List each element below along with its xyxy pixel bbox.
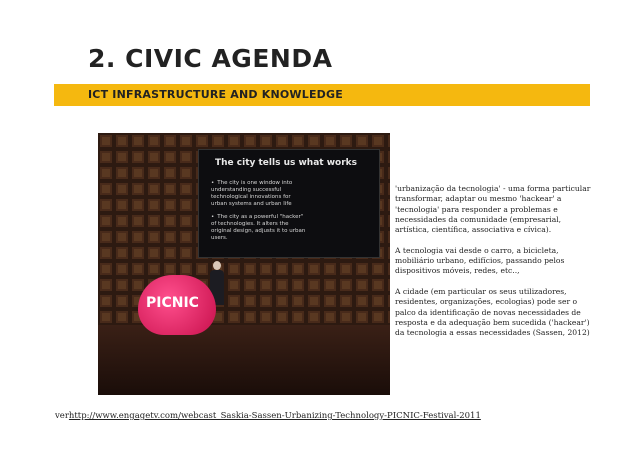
- screen-bullet: • The city is one window into understanding successful technological innovations for urban systems and urban life: [211, 180, 293, 207]
- picnic-sign-label: PICNIC: [146, 295, 199, 311]
- webcast-link[interactable]: http://www.engagetv.com/webcast_Saskia-Sassen-Urbanizing-Technology-PICNIC-Festival-2011: [68, 411, 481, 421]
- stage-floor: [98, 325, 390, 395]
- projection-screen: [198, 149, 380, 258]
- paragraph: A cidade (em particular os seus utilizadores, residentes, organizações, ecologias) pode ser o palco da identificação de novas necessidades de resposta e da adequação bem sucedida ('hackear') da tecnologia a essas necessidades (Sassen, 2012): [395, 286, 590, 338]
- slide-subtitle: ICT INFRASTRUCTURE AND KNOWLEDGE: [88, 88, 343, 101]
- paragraph: 'urbanização da tecnologia' - uma forma particular transformar, adaptar ou mesmo 'hackear' a 'tecnologia' para responder a problemas e necessidades da comunidade (empresarial, artística, científica, associativa e cívica).: [395, 184, 591, 235]
- bullet-icon: •: [211, 214, 215, 220]
- footer-prefix: ver: [55, 411, 69, 421]
- body-text: [395, 184, 595, 349]
- paragraph: A tecnologia vai desde o carro, a bicicleta, mobiliário urbano, edifícios, passando pelos dispositivos móveis, redes, etc..,: [395, 245, 565, 276]
- screen-title: The city tells us what works: [215, 158, 357, 168]
- slide-title: 2. CIVIC AGENDA: [88, 44, 333, 73]
- conference-photo: [98, 133, 390, 395]
- bullet-icon: •: [211, 180, 215, 186]
- footer-reference: [55, 411, 481, 421]
- picnic-sign: [138, 275, 216, 335]
- screen-bullet: • The city as a powerful "hacker" of technologies. It alters the original design, adjusts it to urban users.: [211, 214, 306, 241]
